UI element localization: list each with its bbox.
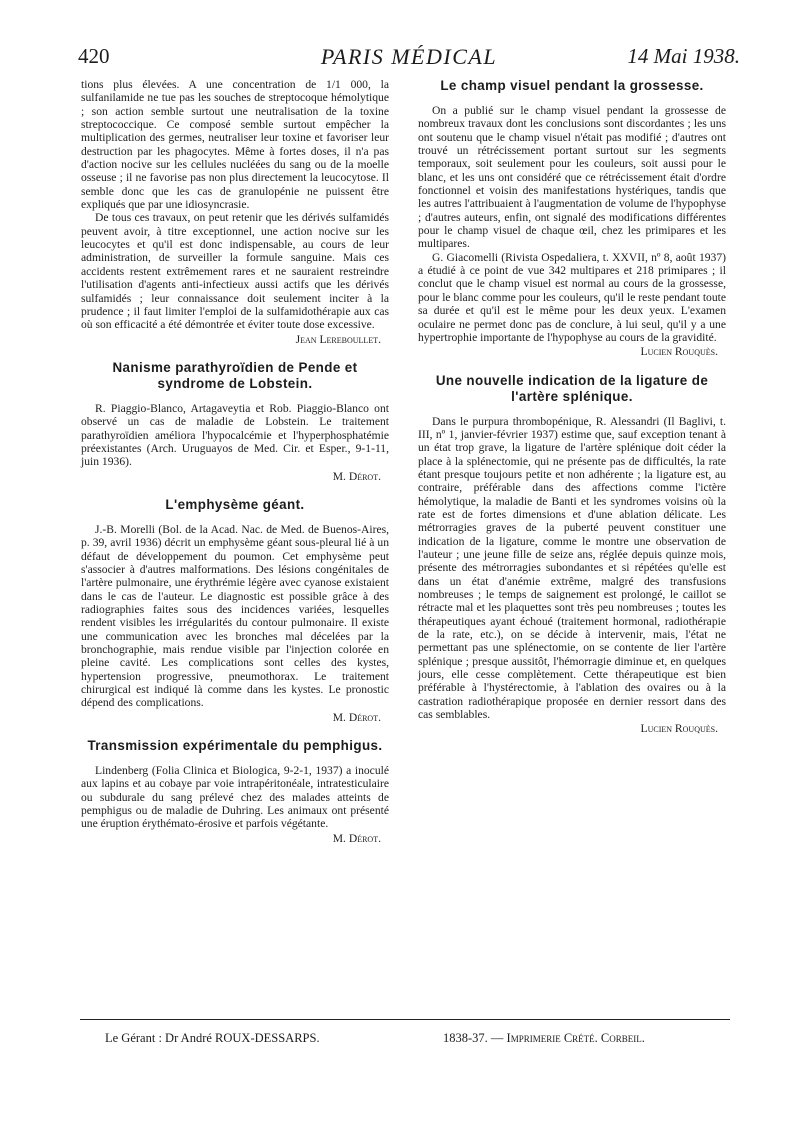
- section-signature-champ-visuel: Lucien Rouquès.: [640, 345, 718, 359]
- section-paragraph-champ-visuel-2: G. Giacomelli (Rivista Ospedaliera, t. XXVII, nº 8, août 1937) a étudié à ce point de vue 342 multipares et 218 primipares ; il conclut que le champ visuel est normal au cours de la grossesse, pour le blanc comme pour les couleurs, qu'il le reste pendant toute sa durée et qu'il est le même pour les deux yeux. L'examen oculaire ne permet donc pas de conclure, à lui seul, qu'il y a une hypertrophie importante de l'hypophyse au cours de la gravidité.: [418, 250, 726, 344]
- section-paragraph-champ-visuel-1: On a publié sur le champ visuel pendant la grossesse de nombreux travaux dont les conclusions sont discordantes ; les uns ont soutenu que le champ visuel n'était pas modifié ; d'autres ont trouvé un rétrécissement portant surtout sur les segments temporaux, soit seulement pour les couleurs, soit aussi pour le blanc, et les uns ont considéré que ce rétrécissement était d'ordre fonctionnel et voisin des manifestations hystériques, tandis que les autres l'attribuaient à l'augmentation de volume de l'hypophyse ; d'autres auteurs, enfin, ont signalé des modifications différentes pour le champ visuel de chaque œil, chez les primipares et les multipares.: [418, 104, 726, 251]
- left-column: [81, 78, 389, 845]
- running-header: [78, 44, 740, 72]
- section-signature-nanisme: M. Dérot.: [332, 469, 381, 483]
- right-column: [418, 78, 726, 736]
- section-signature-emphyseme: M. Dérot.: [332, 710, 381, 724]
- footer-gerant: Le Gérant : Dr André ROUX-DESSARPS.: [105, 1031, 320, 1045]
- section-title-ligature: Une nouvelle indication de la ligature de l'artère splénique.: [435, 372, 709, 404]
- section-body-nanisme: R. Piaggio-Blanco, Artagaveytia et Rob. Piaggio-Blanco ont observé un cas de maladie de Lobstein. Le traitement parathyroïdien améliora l'hypocalcémie et l'hyperphosphatémie préexistantes (Arch. Uruguayos de Med. Cir. et Esper., 9-1-11, juin 1936).: [81, 401, 389, 469]
- footer-divider: [80, 1019, 730, 1020]
- intro-paragraph-1: tions plus élevées. A une concentration de 1/1 000, la sulfanilamide ne tue pas les souches de streptocoque hémolytique ; son action semble surtout une neutralisation de la toxine streptococcique. Ce composé semble surtout empêcher la multiplication des germes, neutraliser leur toxine et favoriser leur destruction par les phagocytes. Même à fortes doses, il n'a pas d'action nocive sur les cellules nucléées du sang ou de la moelle osseuse ; il ne favorise pas non plus directement la leucocytose. Il semble donc que les cas de granulopénie ne puissent être expliqués que par une idiosyncrasie.: [81, 78, 389, 212]
- footer-imprimerie: 1838-37. — Imprimerie Crété. Corbeil.: [443, 1031, 645, 1045]
- intro-paragraph-2: De tous ces travaux, on peut retenir que les dérivés sulfamidés peuvent avoir, à titre exceptionnel, une action nocive sur les leucocytes et qu'il est donc indispensable, au cours de leur administration, de surveiller la formule sanguine. Mais ces accidents restent extrêmement rares et ne sauraient restreindre l'utilisation d'agents anti-infectieux aussi actifs que les dérivés sulfamidés ; leur connaissance doit seulement inciter à la prudence ; il faut limiter l'emploi de la sulfamidothérapie aux cas où son efficacité a été démontrée et éviter toute dose excessive.: [81, 211, 389, 332]
- section-body-emphyseme: J.-B. Morelli (Bol. de la Acad. Nac. de Med. de Buenos-Aires, p. 39, avril 1936) décrit un emphysème géant sous-pleural lié à un défaut de développement du poumon. Cet emphysème peut s'associer à d'autres malformations. Des lésions congénitales de l'artère pulmonaire, une érythrémie légère avec cyanose existaient dans le cas de l'auteur. Le diagnostic est possible grâce à des radiographies faites sous des incidences variées, lesquelles rendent visibles les irrégularités du contour pulmonaire. Il existe une communication avec les bronches mal décelées par la bronchographie, mais rendue visible par l'injection colorée en pleine cavité. Les complications sont celles des kystes, hypertension progressive, pneumothorax. Le traitement chirurgical est indiqué là comme dans les kystes. Le pronostic dépend des complications.: [81, 522, 389, 710]
- section-title-champ-visuel: Le champ visuel pendant la grossesse.: [440, 78, 704, 93]
- journal-title: PARIS MÉDICAL: [320, 44, 498, 69]
- section-signature-ligature: Lucien Rouquès.: [640, 722, 718, 736]
- intro-signature: Jean Lereboullet.: [295, 332, 381, 346]
- page-number: 420: [78, 44, 110, 68]
- section-title-pemphigus: Transmission expérimentale du pemphigus.: [87, 738, 383, 754]
- section-signature-pemphigus: M. Dérot.: [332, 831, 381, 845]
- issue-date: 14 Mai 1938.: [627, 44, 740, 68]
- section-title-nanisme: Nanisme parathyroïdien de Pende et syndrome de Lobstein.: [112, 359, 358, 391]
- section-body-pemphigus: Lindenberg (Folia Clinica et Biologica, 9-2-1, 1937) a inoculé aux lapins et au cobaye par voie intrapéritonéale, intratesticulaire ou subdurale du sang prélevé chez des malades atteints de pemphigus ou de maladie de Duhring. Les animaux ont présenté une éruption érythémato-érosive et parfois végétante.: [81, 764, 389, 831]
- section-body-ligature: Dans le purpura thrombopénique, R. Alessandri (Il Baglivi, t. III, nº 1, janvier-février 1937) estime que, sauf exception tenant à un état trop grave, la ligature de l'artère splénique doit céder la place à la splénectomie, qui ne présente pas de difficultés, la rate étant presque toujours petite et non adhérente ; la ligature est, au contraire, préférable dans des affections comme l'ictère hémolytique, la maladie de Banti et les syndromes voisins où la rate est de fortes dimensions et d'une ablation délicate. Les métrorragies graves de la puberté peuvent constituer une indication de la ligature, comme le montre une observation de l'auteur ; une jeune fille de seize ans, réglée depuis quinze mois, présente des métrorragies subondantes et si répétées qu'elle est dans un état d'anémie extrême, malgré des transfusions nombreuses ; le temps de saignement est prolongé, le caillot se rétracte mal et les plaquettes sont très peu nombreuses ; toutes les thérapeutiques ayant échoué (traitement hormonal, radiothérapie de la rate, etc.), on se décide à intervenir, mais, l'état ne permettant pas une splénectomie, on se contente de lier l'artère splénique ; presque aussitôt, l'hémorragie diminue et, en quelques jours, elle cesse complètement. Cette thérapeutique est bien préférable à l'hystérectomie, à l'ablation des ovaires ou à la castration radiothérapique proposée en dernier ressort dans des cas semblables.: [418, 414, 726, 722]
- section-title-emphyseme: L'emphysème géant.: [165, 496, 305, 512]
